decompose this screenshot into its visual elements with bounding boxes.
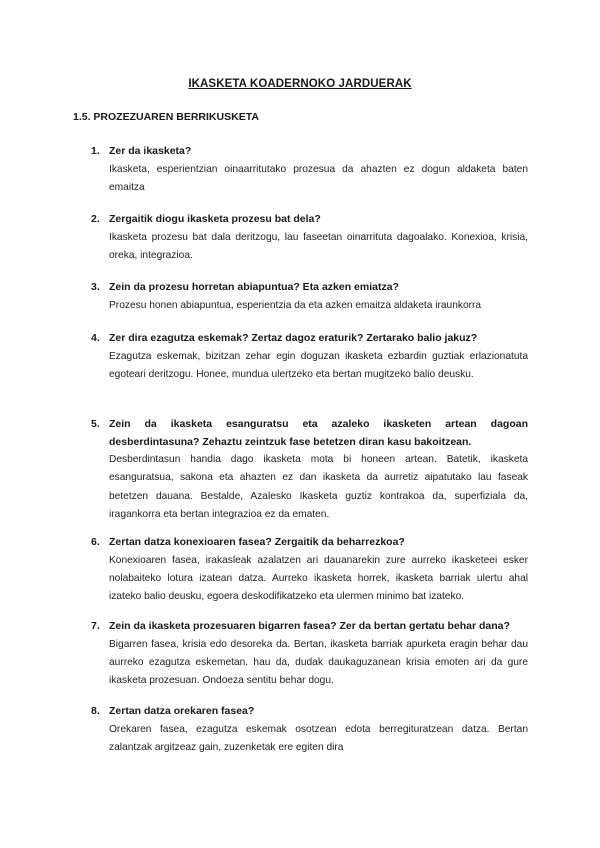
page-title: IKASKETA KOADERNOKO JARDUERAK — [188, 78, 412, 90]
question-item — [91, 618, 528, 691]
question-item — [91, 211, 528, 265]
question-number: 8. — [91, 705, 100, 717]
question-item — [91, 534, 528, 607]
question-text: Zein da ikasketa prozesuaren bigarren fasea? Zer da bertan gertatu behar dana? — [109, 620, 510, 632]
answer-text: Prozesu honen abiapuntua, esperientzia da eta azken emaitza aldaketa iraunkorra — [109, 299, 482, 311]
answer-text: Orekaren fasea, ezagutza eskemak osotzean edota berregituratzean datza. Bertan zalantzak argitzeaz gain, zuzenketak ere egiten dira — [109, 723, 528, 753]
question-text: Zergaitik diogu ikasketa prozesu bat dela? — [109, 213, 321, 225]
answer-text: Ikasketa, esperientzian oinaarritutako prozesua da ahazten ez dogun aldaketa baten emaitza — [109, 163, 528, 193]
question-item — [91, 279, 528, 315]
question-text: Zertan datza orekaren fasea? — [109, 705, 255, 717]
question-number: 1. — [91, 145, 100, 157]
question-number: 3. — [91, 281, 100, 293]
question-item — [91, 330, 528, 384]
question-item — [91, 416, 528, 525]
section-heading: 1.5. PROZEZUAREN BERRIKUSKETA — [73, 111, 259, 123]
question-item — [91, 703, 528, 757]
question-text: Zein da prozesu horretan abiapuntua? Eta azken emiatza? — [109, 281, 399, 293]
question-text: Zer da ikasketa? — [109, 145, 192, 157]
question-number: 7. — [91, 620, 100, 632]
question-number: 5. — [91, 418, 100, 430]
answer-text: Konexioaren fasea, irakasleak azalatzen ari dauanarekin zure aurreko ikasketeei esker nolabaiteko lotura izatean datza. Aurreko ikasketa horrek, ikasketa barriak ulertu ahal izateko balio deusku, egoera deskodifikatzeko eta ulermen minimo bat izateko. — [109, 554, 528, 603]
answer-text: Ezagutza eskemak, bizitzan zehar egin doguzan ikasketa ezbardin guztiak erlazionatuta egoteari deritzogu. Honee, mundua ulertzeko eta bertan mugitzeko balio deusku. — [109, 350, 528, 380]
answer-text: Ikasketa prozesu bat dala deritzogu, lau faseetan oinarrituta dagoalako. Konexioa, krisia, oreka, integrazioa. — [109, 231, 528, 261]
question-text: Zein da ikasketa esanguratsu eta azaleko ikasketen artean dagoan desberdintasuna? Zehaztu zeintzuk fase betetzen diran kasu bakoitzean. — [109, 418, 528, 448]
question-text: Zertan datza konexioaren fasea? Zergaitik da beharrezkoa? — [109, 536, 405, 548]
answer-text: Desberdintasun handia dago ikasketa mota bi honeen artean. Batetik, ikasketa esanguratsua, sakona eta ahazten ez dan ikasketa da aurretiz aipatutako lau faseak betetzen dauana. Bestalde, Azalesko Ikasketa guztiz kontrakoa da, superfiziala da, iragankorra eta bertan integrazioa ez da ematen. — [109, 454, 528, 521]
question-number: 4. — [91, 332, 100, 344]
question-item — [91, 143, 528, 197]
answer-text: Bigarren fasea, krisia edo desoreka da. Bertan, ikasketa barriak apurketa eragin behar dau aurreko ezagutza eskemetan. hau da, dudak daukaguzanean krisia emoten ari da gure ikasketa prozesuan. Ondoeza sentitu behar dogu. — [109, 638, 528, 687]
question-text: Zer dira ezagutza eskemak? Zertaz dagoz eraturik? Zertarako balio jakuz? — [109, 332, 478, 344]
question-number: 6. — [91, 536, 100, 548]
question-number: 2. — [91, 213, 100, 225]
